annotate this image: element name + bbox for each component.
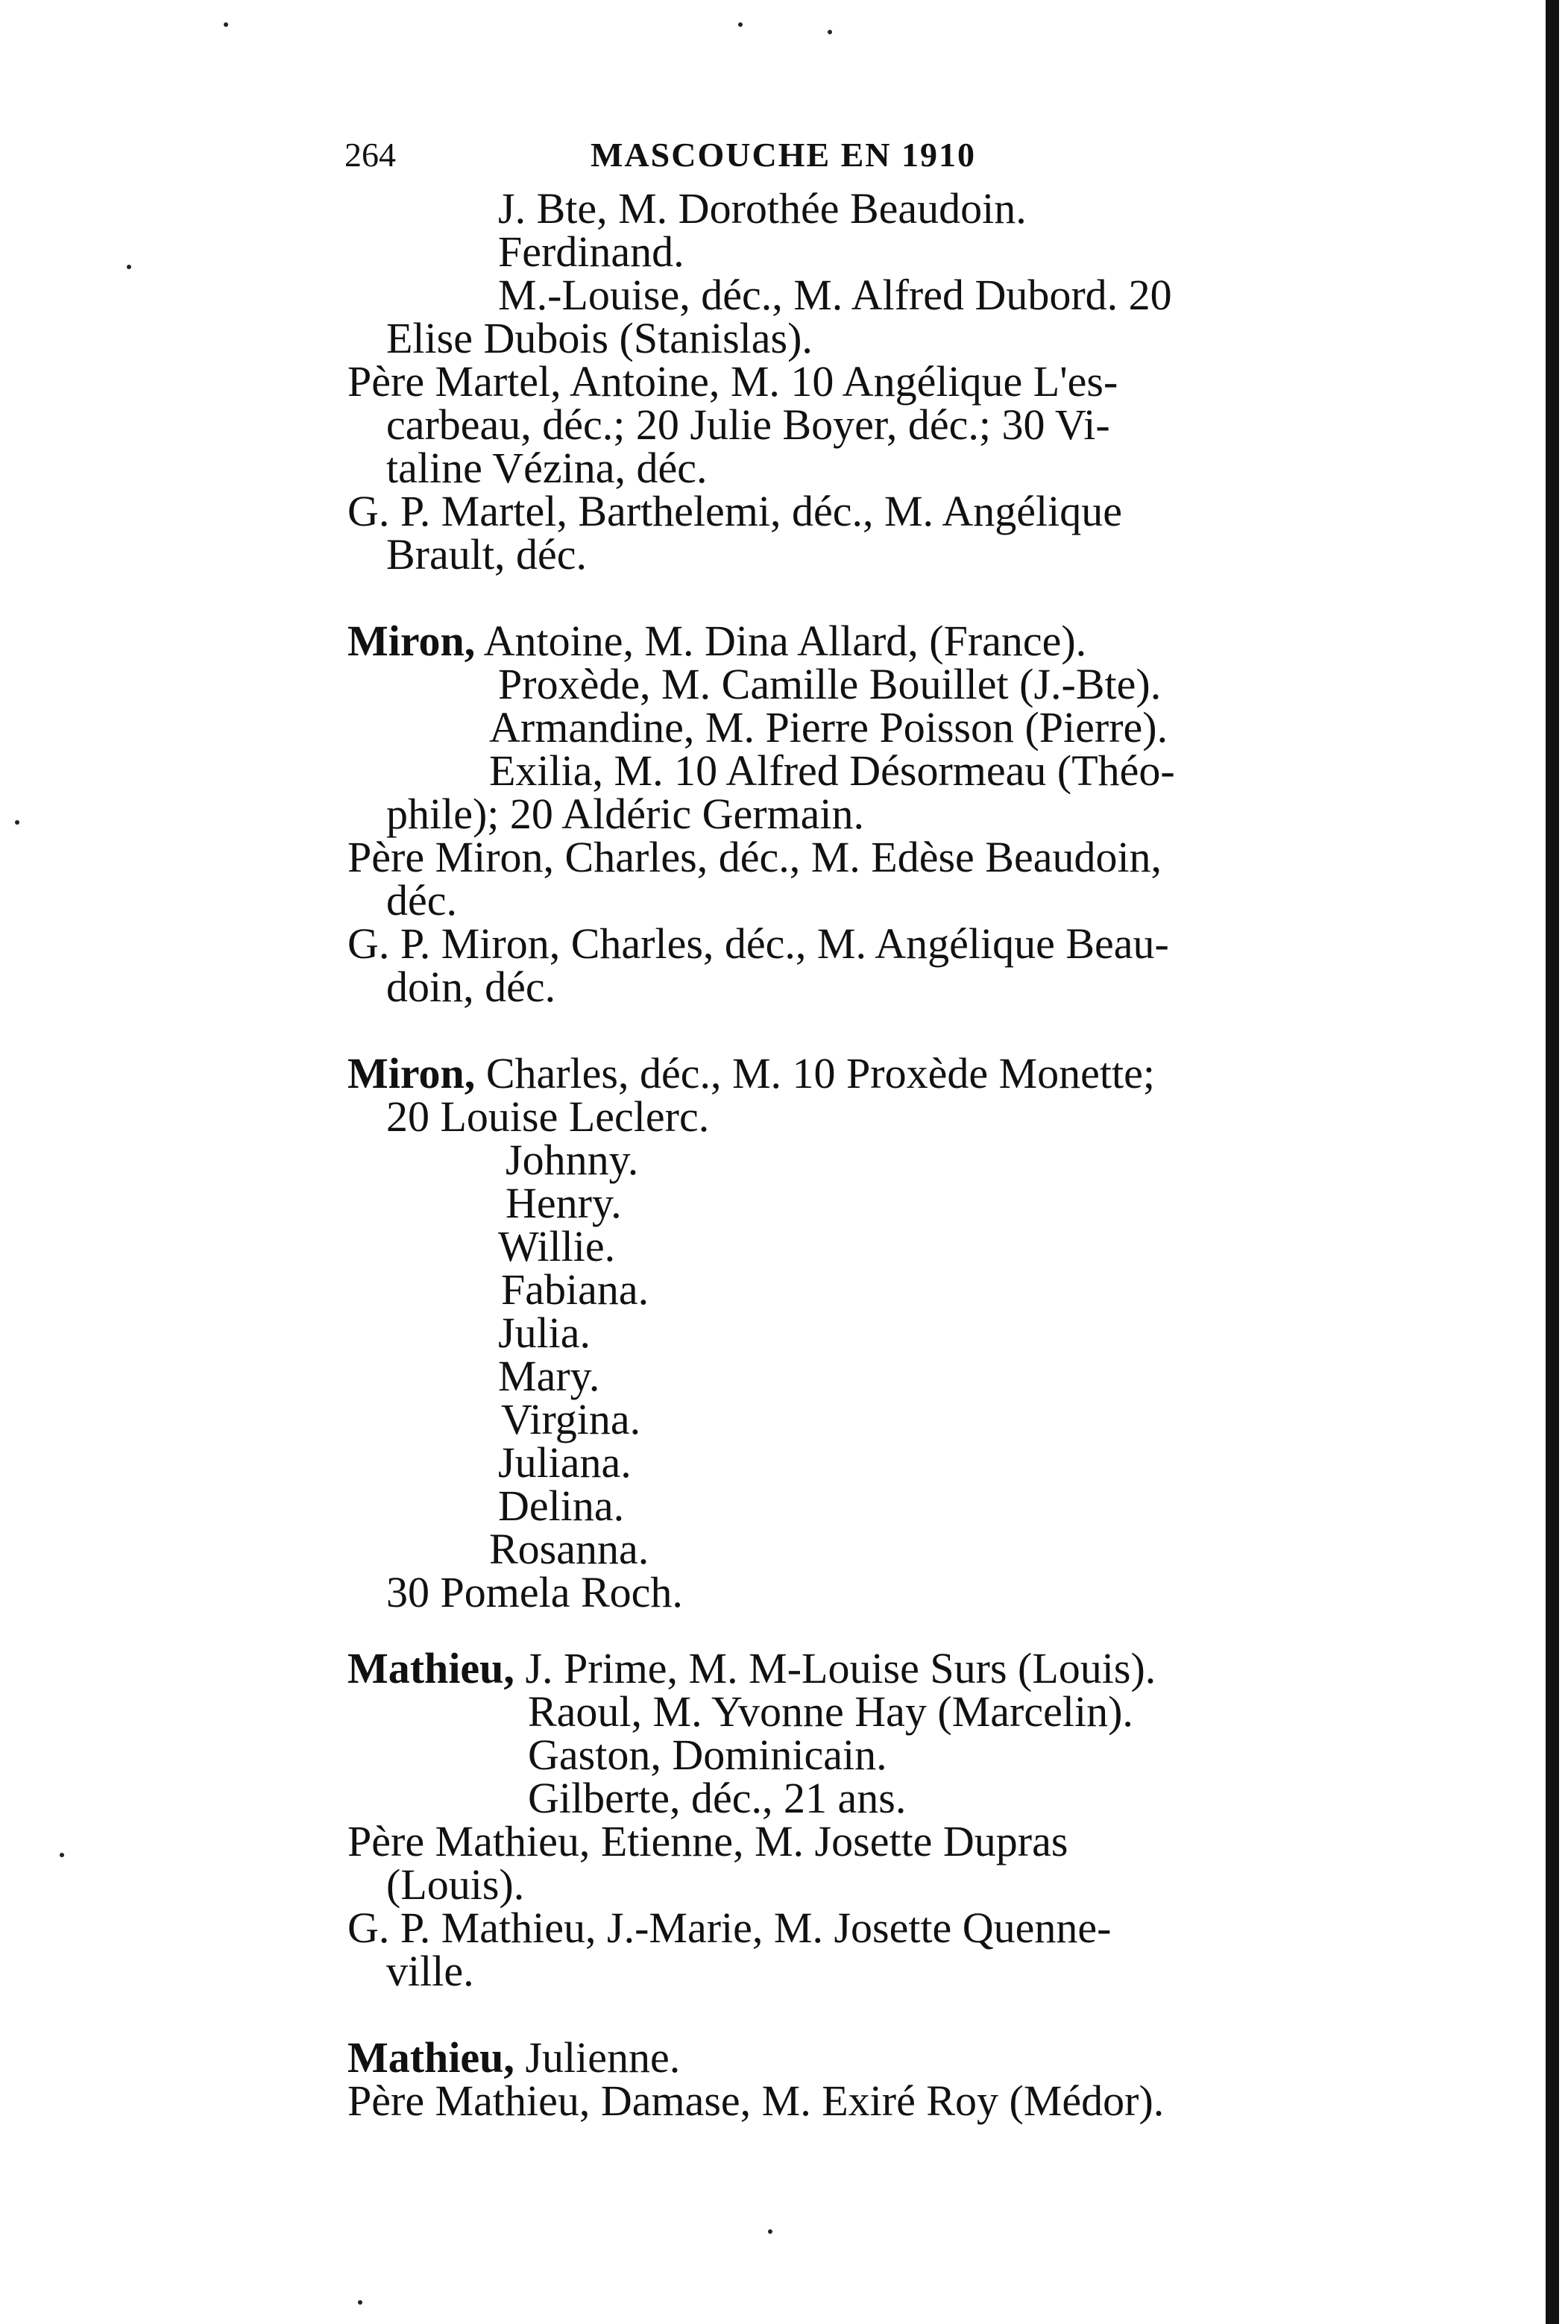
page-header: [344, 131, 1269, 179]
entry-details: Charles, déc., M. 10 Proxède Monette;: [475, 1049, 1155, 1098]
scan-speck: [127, 265, 131, 269]
text-line: Raoul, M. Yvonne Hay (Marcelin).: [528, 1687, 1133, 1736]
surname: Mathieu,: [347, 2033, 514, 2082]
surname: Mathieu,: [347, 1644, 514, 1692]
text-line: 20 Louise Leclerc.: [386, 1092, 710, 1141]
entry-details: Antoine, M. Dina Allard, (France).: [475, 617, 1087, 665]
text-line: Johnny.: [506, 1136, 639, 1184]
text-line: Proxède, M. Camille Bouillet (J.-Bte).: [498, 660, 1162, 708]
text-line: carbeau, déc.; 20 Julie Boyer, déc.; 30 Vi-: [386, 400, 1110, 449]
text-line: Henry.: [506, 1179, 622, 1227]
entry-details: J. Prime, M. M-Louise Surs (Louis).: [514, 1644, 1156, 1692]
text-line: Exilia, M. 10 Alfred Désormeau (Théo-: [489, 746, 1175, 795]
text-line: M.-Louise, déc., M. Alfred Dubord. 20: [498, 271, 1172, 319]
text-line: doin, déc.: [386, 963, 556, 1011]
page-edge-shadow: [1546, 0, 1559, 2324]
text-line: Gaston, Dominicain.: [528, 1731, 887, 1779]
text-line: Père Martel, Antoine, M. 10 Angélique L'es-: [347, 357, 1118, 406]
scan-speck: [768, 2229, 772, 2234]
page-number: 264: [344, 136, 396, 174]
text-line: Mary.: [498, 1352, 600, 1400]
text-line: Virgina.: [501, 1395, 641, 1443]
text-line: G. P. Martel, Barthelemi, déc., M. Angélique: [347, 487, 1122, 535]
text-line: Fabiana.: [501, 1265, 649, 1314]
scan-speck: [358, 2300, 362, 2305]
text-line: J. Bte, M. Dorothée Beaudoin.: [498, 184, 1027, 233]
text-line: Père Mathieu, Damase, M. Exiré Roy (Médor).: [347, 2076, 1165, 2125]
entry-heading-line: [347, 1050, 1155, 1098]
entry-heading-line: [347, 2034, 680, 2082]
text-line: Juliana.: [498, 1438, 632, 1487]
surname: Miron,: [347, 617, 476, 665]
scan-speck: [738, 22, 743, 27]
entry-heading-line: [347, 617, 1086, 665]
surname: Miron,: [347, 1049, 476, 1098]
text-line: G. P. Miron, Charles, déc., M. Angélique Beau-: [347, 919, 1169, 968]
running-title: MASCOUCHE EN 1910: [591, 136, 977, 174]
text-line: Père Mathieu, Etienne, M. Josette Dupras: [347, 1817, 1068, 1865]
entry-heading-line: [347, 1645, 1156, 1692]
text-line: Gilberte, déc., 21 ans.: [528, 1774, 907, 1822]
text-line: taline Vézina, déc.: [386, 444, 708, 492]
text-line: Rosanna.: [489, 1525, 649, 1573]
text-line: Willie.: [498, 1222, 616, 1270]
text-line: phile); 20 Aldéric Germain.: [386, 790, 865, 838]
text-line: (Louis).: [386, 1860, 525, 1909]
text-line: Delina.: [498, 1481, 625, 1530]
scan-speck: [224, 22, 228, 27]
entry-details: Julienne.: [514, 2033, 681, 2082]
text-line: Julia.: [498, 1309, 591, 1357]
scan-speck: [60, 1853, 64, 1857]
text-line: Brault, déc.: [386, 530, 587, 579]
scan-speck: [15, 820, 19, 825]
text-line: G. P. Mathieu, J.-Marie, M. Josette Quenne-: [347, 1903, 1112, 1952]
text-line: Elise Dubois (Stanislas).: [386, 314, 813, 362]
scan-speck: [828, 30, 832, 34]
text-line: ville.: [386, 1947, 474, 1995]
text-line: 30 Pomela Roch.: [386, 1568, 683, 1616]
text-line: Père Miron, Charles, déc., M. Edèse Beaudoin,: [347, 833, 1162, 881]
text-line: déc.: [386, 876, 457, 925]
text-line: Ferdinand.: [498, 227, 684, 276]
text-line: Armandine, M. Pierre Poisson (Pierre).: [489, 703, 1168, 752]
